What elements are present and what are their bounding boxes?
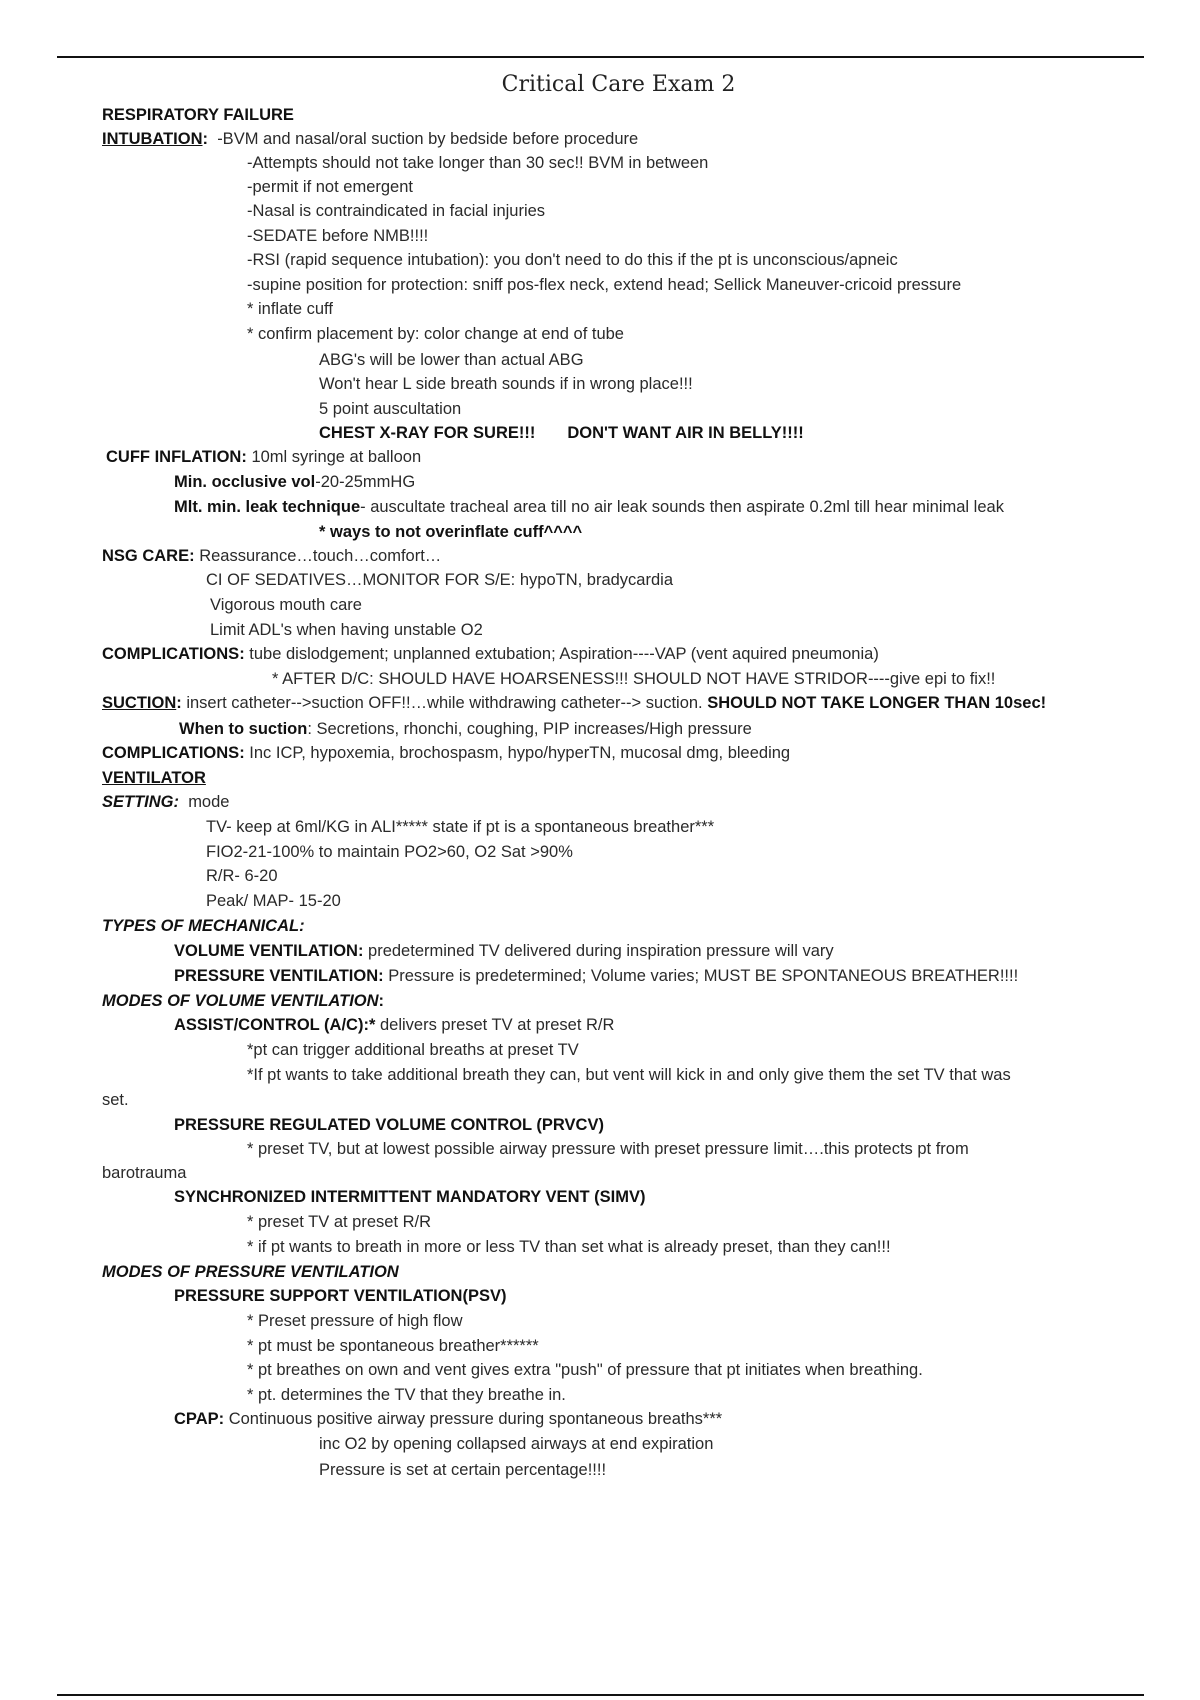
line-supine: -supine position for protection: sniff pos-flex neck, extend head; Sellick Maneuver-cricoid pressure bbox=[247, 276, 962, 294]
line-set: set. bbox=[102, 1091, 129, 1109]
line-when-to-suction: When to suction: Secretions, rhonchi, coughing, PIP increases/High pressure bbox=[179, 720, 752, 738]
line-simv: SYNCHRONIZED INTERMITTENT MANDATORY VENT (SIMV) bbox=[174, 1188, 646, 1206]
line-respiratory-failure: RESPIRATORY FAILURE bbox=[102, 106, 294, 124]
line-intubation: INTUBATION: -BVM and nasal/oral suction by bedside before procedure bbox=[102, 130, 639, 148]
footer-rule bbox=[57, 1694, 1144, 1696]
line-trigger-breaths: *pt can trigger additional breaths at preset TV bbox=[247, 1041, 579, 1059]
line-attempts: -Attempts should not take longer than 30 sec!! BVM in between bbox=[247, 154, 709, 172]
line-pressure-ventilation: PRESSURE VENTILATION: Pressure is predetermined; Volume varies; MUST BE SPONTANEOUS BREATHER!!!! bbox=[174, 967, 1019, 985]
line-nsg-care: NSG CARE: Reassurance…touch…comfort… bbox=[102, 547, 442, 565]
line-volume-ventilation: VOLUME VENTILATION: predetermined TV delivered during inspiration pressure will vary bbox=[174, 942, 834, 960]
line-confirm-placement: * confirm placement by: color change at end of tube bbox=[247, 325, 624, 343]
line-abg: ABG's will be lower than actual ABG bbox=[319, 351, 584, 369]
line-ventilator: VENTILATOR bbox=[102, 769, 206, 787]
line-sedatives: CI OF SEDATIVES…MONITOR FOR S/E: hypoTN, bradycardia bbox=[206, 571, 673, 589]
line-nasal: -Nasal is contraindicated in facial injuries bbox=[247, 202, 546, 220]
line-suction: SUCTION: insert catheter-->suction OFF!!…while withdrawing catheter--> suction. SHOULD NOT TAKE LONGER THAN 10sec! bbox=[102, 694, 1047, 712]
line-rr: R/R- 6-20 bbox=[206, 867, 278, 885]
line-assist-control: ASSIST/CONTROL (A/C):* delivers preset TV at preset R/R bbox=[174, 1016, 615, 1034]
line-preset-pressure: * Preset pressure of high flow bbox=[247, 1312, 463, 1330]
page-title: Critical Care Exam 2 bbox=[501, 72, 736, 97]
line-complications-1: COMPLICATIONS: tube dislodgement; unplanned extubation; Aspiration----VAP (vent aquired pneumonia) bbox=[102, 645, 879, 663]
line-setting: SETTING: mode bbox=[102, 793, 230, 811]
line-overinflate: * ways to not overinflate cuff^^^^ bbox=[319, 523, 583, 541]
line-cpap: CPAP: Continuous positive airway pressure during spontaneous breaths*** bbox=[174, 1410, 723, 1428]
line-min-occlusive: Min. occlusive vol-20-25mmHG bbox=[174, 473, 416, 491]
line-preset-tv-rr: * preset TV at preset R/R bbox=[247, 1213, 432, 1231]
line-peak-map: Peak/ MAP- 15-20 bbox=[206, 892, 341, 910]
line-barotrauma: barotrauma bbox=[102, 1164, 187, 1182]
line-inflate-cuff: * inflate cuff bbox=[247, 300, 333, 318]
line-cuff-inflation: CUFF INFLATION: 10ml syringe at balloon bbox=[106, 448, 422, 466]
line-limit-adl: Limit ADL's when having unstable O2 bbox=[210, 621, 483, 639]
line-rsi: -RSI (rapid sequence intubation): you don't need to do this if the pt is unconscious/apneic bbox=[247, 251, 898, 269]
line-complications-2: COMPLICATIONS: Inc ICP, hypoxemia, brochospasm, hypo/hyperTN, mucosal dmg, bleeding bbox=[102, 744, 791, 762]
line-chest-xray: CHEST X-RAY FOR SURE!!! DON'T WANT AIR IN BELLY!!!! bbox=[319, 424, 804, 442]
line-breath-more-less: * if pt wants to breath in more or less TV than set what is already preset, than they can!!! bbox=[247, 1238, 891, 1256]
line-after-dc: * AFTER D/C: SHOULD HAVE HOARSENESS!!! SHOULD NOT HAVE STRIDOR----give epi to fix!! bbox=[272, 670, 996, 688]
line-sedate: -SEDATE before NMB!!!! bbox=[247, 227, 429, 245]
line-additional-breath: *If pt wants to take additional breath they can, but vent will kick in and only give them the set TV that was bbox=[247, 1066, 1011, 1084]
line-modes-volume: MODES OF VOLUME VENTILATION: bbox=[102, 992, 385, 1010]
line-auscultation: 5 point auscultation bbox=[319, 400, 462, 418]
line-preset-tv-lowest: * preset TV, but at lowest possible airway pressure with preset pressure limit….this protects pt from bbox=[247, 1140, 969, 1158]
line-push: * pt breathes on own and vent gives extra "push" of pressure that pt initiates when breathing. bbox=[247, 1361, 923, 1379]
line-mouth-care: Vigorous mouth care bbox=[210, 596, 362, 614]
line-types-mechanical: TYPES OF MECHANICAL: bbox=[102, 917, 305, 935]
line-determines-tv: * pt. determines the TV that they breathe in. bbox=[247, 1386, 566, 1404]
line-breath-sounds: Won't hear L side breath sounds if in wrong place!!! bbox=[319, 375, 693, 393]
line-tv: TV- keep at 6ml/KG in ALI***** state if pt is a spontaneous breather*** bbox=[206, 818, 715, 836]
line-prvc: PRESSURE REGULATED VOLUME CONTROL (PRVCV) bbox=[174, 1116, 604, 1134]
line-pressure-percentage: Pressure is set at certain percentage!!!! bbox=[319, 1461, 607, 1479]
header-rule bbox=[57, 56, 1144, 58]
line-modes-pressure: MODES OF PRESSURE VENTILATION bbox=[102, 1263, 399, 1281]
line-spontaneous: * pt must be spontaneous breather****** bbox=[247, 1337, 539, 1355]
line-permit: -permit if not emergent bbox=[247, 178, 413, 196]
line-min-leak: Mlt. min. leak technique- auscultate tracheal area till no air leak sounds then aspirate 0.2ml till hear minimal leak bbox=[174, 498, 1004, 516]
line-fio2: FIO2-21-100% to maintain PO2>60, O2 Sat >90% bbox=[206, 843, 573, 861]
line-inc-o2: inc O2 by opening collapsed airways at end expiration bbox=[319, 1435, 714, 1453]
line-psv: PRESSURE SUPPORT VENTILATION(PSV) bbox=[174, 1287, 507, 1305]
